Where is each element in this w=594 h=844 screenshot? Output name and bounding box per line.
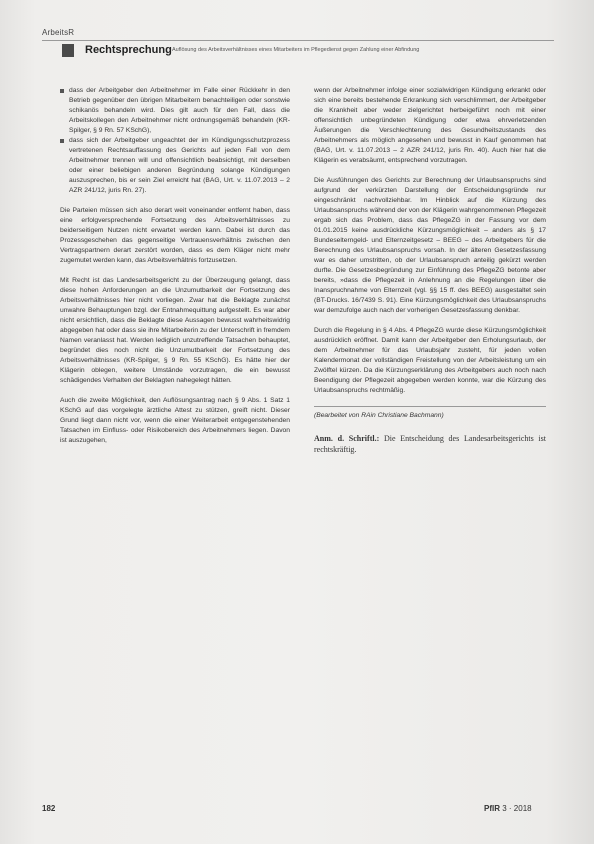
right-column	[314, 86, 546, 455]
paragraph: Die Ausführungen des Gerichts zur Berechnung der Urlaubsanspruchs sind aufgrund der verkürzten Darstellung der Entscheidungsgründe nur eingeschränkt nachvollziehbar. Im Hinblick auf die Kürzung des Urlaubsanspruchs während der von der Klägerin wahrgenommenen Pflegezeit ergab sich das Problem, dass das PflegeZG in der Fassung vor dem 01.01.2015 keine ausdrückliche Kürzungsmöglichkeit – anders als § 17 Bundeselterngeld- und Elternzeitgesetz – BEEG – des Arbeitgebers für die Berechnung des Urlaubsanspruchs vorsah. In der älteren Gesetzesfassung war es daher umstritten, ob der Urlaubsanspruch anteilig gekürzt werden durfte. Die Gesetzesbegründung zur Einführung des PflegeZG betonte aber bereits, »dass die Pflegezeit in Anlehnung an die Regelungen über die Inanspruchnahme von Elternzeit (vgl. §§ 15 ff. des BEEG) ausgestaltet sein (BT-Drucks. 16/7439 S. 91). Eine Kürzungsmöglichkeit des Urlaubsanspruchs war demzufolge auch nach der vorherigen Gesetzesfassung denkbar.	[314, 177, 546, 314]
editor-note-text: Die Entscheidung des Landesarbeitsgerichts ist rechtskräftig.	[314, 434, 546, 454]
section-label: ArbeitsR	[42, 28, 75, 37]
paragraph: Durch die Regelung in § 4 Abs. 4 PflegeZG wurde diese Kürzungsmöglichkeit ausdrücklich eröffnet. Damit kann der Arbeitgeber den Erholungsurlaub, der dem Arbeitnehmer für das Urlaubsjahr zusteht, für jeden vollen Kalendermonat der vollständigen Freistellung von der Arbeitsleistung um ein Zwölftel kürzen. Da die Kürzungserklärung des Arbeitgebers auch noch nach Beendigung der Pflegezeit abgegeben werden konnte, war die Kürzung des Urlaubsanspruchs rechtmäßig.	[314, 327, 546, 394]
bullet-icon	[60, 89, 64, 93]
section-title: Rechtsprechung	[85, 44, 172, 56]
journal-name: PflR	[484, 804, 500, 813]
paragraph: Auch die zweite Möglichkeit, den Auflösungsantrag nach § 9 Abs. 1 Satz 1 KSchG auf das vorgelegte ärztliche Attest zu stützen, greift nicht. Dieser Grund liegt dann nicht vor, wenn die einer Weiterarbeit entgegenstehenden Tatsachen im Einfluss- oder Risikobereich des Arbeitnehmers liegen. Davon ist auszugehen,	[60, 397, 290, 444]
page-number: 182	[42, 804, 56, 813]
author-credit: (Bearbeitet von RAin Christiane Bachmann)	[314, 406, 546, 421]
editor-note-label: Anm. d. Schriftl.:	[314, 434, 380, 443]
section-subtitle: Auflösung des Arbeitsverhältnisses eines Mitarbeiters im Pflegedienst gegen Zahlung einer Abfindung	[172, 47, 420, 53]
bullet-icon	[60, 139, 64, 143]
header-divider	[42, 40, 554, 41]
list-item: dass sich der Arbeitgeber ungeachtet der im Kündigungsschutzprozess vertretenen Rechtsauffassung des Gerichts auf jeden Fall von dem Arbeitnehmer trennen will und offensichtlich beabsichtigt, mit derselben oder einer beliebigen anderen Begründung solange Kündigungen auszusprechen, bis er sein Ziel erreicht hat (BAG, Urt. v. 11.07.2013 – 2 AZR 241/12, juris Rn. 27).	[60, 136, 290, 196]
list-item: dass der Arbeitgeber den Arbeitnehmer im Falle einer Rückkehr in den Betrieb gegenüber den übrigen Mitarbeitern benachteiligen oder sonstwie schikanös behandeln wird. Dies gilt auch für den Fall, dass die Arbeitskollegen den Arbeitnehmer nicht ordnungsgemäß behandeln (KR-Spilger, § 9 Rn. 57 KSchG),	[60, 86, 290, 136]
paragraph: Die Parteien müssen sich also derart weit voneinander entfernt haben, dass eine erfolgversprechende Fortsetzung des Arbeitsverhältnisses zu beiderseitigem Nutzen nicht erwartet werden kann. Dabei ist durch das Prozessgeschehen das gegenseitige Vertrauensverhältnis zwischen den Vertragspartnern derart zerstört worden, dass es dem Kläger nicht mehr zugemutet werden kann, das Arbeitsverhältnis fortzusetzen.	[60, 207, 290, 264]
left-column	[60, 86, 290, 456]
journal-issue: 3 · 2018	[502, 804, 532, 813]
paragraph: wenn der Arbeitnehmer infolge einer sozialwidrigen Kündigung erkrankt oder sich eine bereits bestehende Erkrankung sich verschlimmert, der Arbeitgeber die Krankheit aber weder zielgerichtet herbeigeführt noch mit einer offensichtlich unbegründeten Kündigung oder etwa ehrverletzenden Äußerungen die Verschlechterung des Gesundheitszustands des Arbeitnehmers als möglich angesehen und bewusst in Kauf genommen hat (BAG, Urt. v. 11.07.2013 – 2 AZR 241/12, juris Rn. 40). Auch hier hat die Klägerin es verabsäumt, entsprechend vorzutragen.	[314, 87, 546, 164]
paragraph: Mit Recht ist das Landesarbeitsgericht zu der Überzeugung gelangt, dass diese hohen Anforderungen an die Unzumutbarkeit der Fortsetzung des Arbeitsverhältnisses hier nicht vorliegen. Zwar hat die Beklagte zunächst unwahre Behauptungen bzgl. der Entnahmequittung aufgestellt. Es war aber nicht ersichtlich, dass die Beklagte diese Aussagen bewusst wahrheitswidrig abgegeben hat oder dass sie ihre Mitarbeiterin zu der Unterschrift in fremdem Namen veranlasst hat. Werden lediglich unzutreffende Tatsachen behauptet, begründet dies noch nicht die Unzumutbarkeit der Fortsetzung des Arbeitsverhältnisses (KR-Spilger, § 9 Rn. 55 KSchG). Es hätte hier der Klägerin oblegen, weitere Umstände vorzutragen, die ein bewusst schädigendes Verhalten der Beklagten nahegelegt hätten.	[60, 277, 290, 384]
section-marker	[62, 44, 74, 57]
journal-info	[484, 804, 532, 813]
bullet-list	[60, 86, 290, 196]
editor-note	[314, 433, 546, 455]
